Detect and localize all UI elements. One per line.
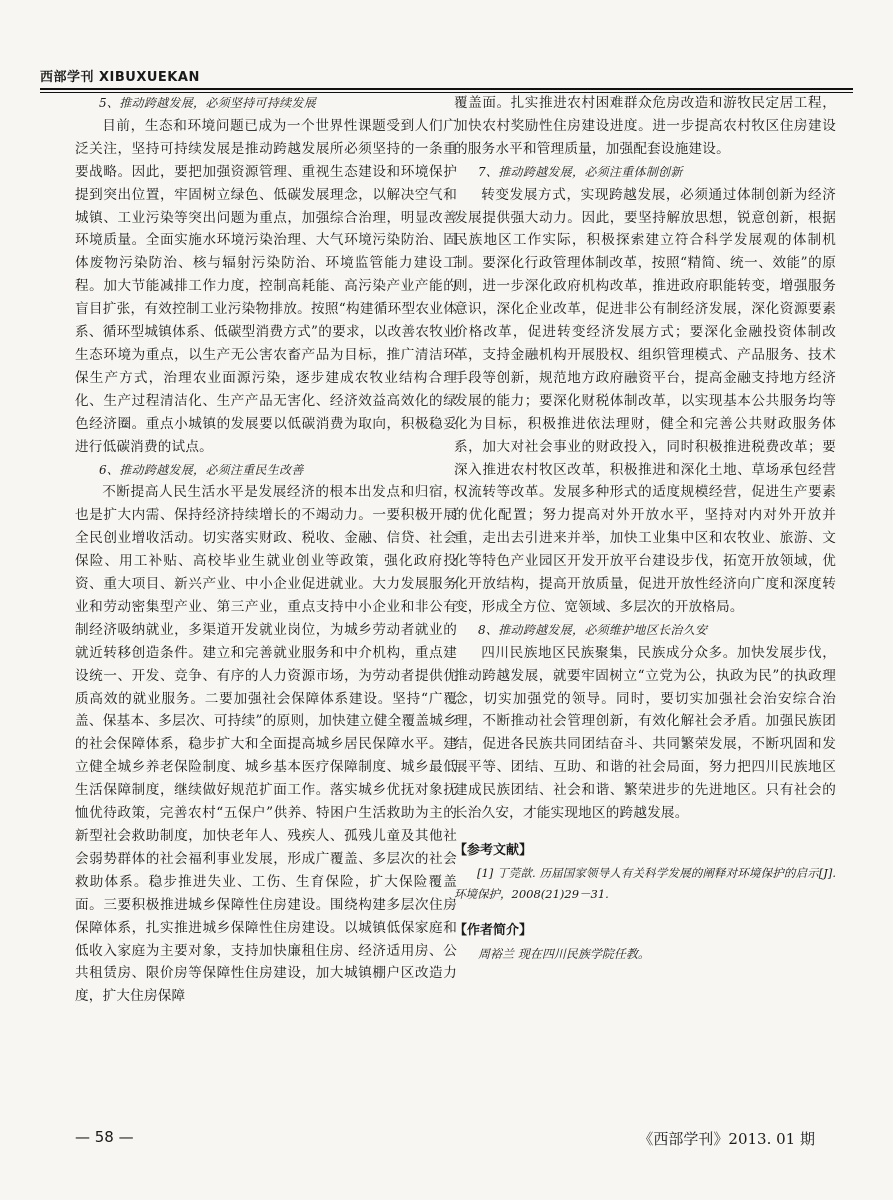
author-title: 【作者简介】	[454, 923, 533, 938]
journal-header-title: 西部学刊 XIBUXUEKAN	[40, 70, 200, 85]
paragraph: 四川民族地区民族聚集，民族成分众多。加快发展步伐，推动跨越发展，就要牢固树立“立党为公，执政为民”的执政理念，切实加强党的领导。同时，要切实加强社会治安综合治理，不断推动社会管理创新，有效化解社会矛盾。加强民族团结，促进各民族共同团结奋斗、共同繁荣发展，不断巩固和发展平等、团结、互助、和谐的社会局面，努力把四川民族地区建成民族团结、社会和谐、繁荣进步的先进地区。只有社会的长治久安，才能实现地区的跨越发展。	[454, 644, 836, 822]
left-column	[75, 92, 457, 1008]
section-heading-5: 5、推动跨越发展，必须坚持可持续发展	[99, 96, 317, 110]
section-heading-8: 8、推动跨越发展，必须维护地区长治久安	[478, 622, 708, 637]
right-column	[454, 92, 836, 965]
paragraph: 不断提高人民生活水平是发展经济的根本出发点和归宿，也是扩大内需、保持经济持续增长的不竭动力。一要积极开展全民创业增收活动。切实落实财政、税收、金融、信贷、社会保险、用工补贴、高校毕业生就业创业等政策，强化政府投资、重大项目、新兴产业、中小企业促进就业。大力发展服务业和劳动密集型产业、第三产业，重点支持中小企业和非公有制经济吸纳就业，多渠道开发就业岗位，为城乡劳动者就业的就近转移创造条件。建立和完善就业服务和中介机构，重点建设统一、开发、竞争、有序的人力资源市场，为劳动者提供优质高效的就业服务。二要加强社会保障体系建设。坚持“广覆盖、保基本、多层次、可持续”的原则，加快建立健全覆盖城乡的社会保障体系，稳步扩大和全面提高城乡居民保障水平。建立健全城乡养老保险制度、城乡基本医疗保障制度、城乡最低生活保障制度，继续做好规范扩面工作。落实城乡优抚对象抚恤优待政策，完善农村“五保户”供养、特困户生活救助为主的新型社会救助制度，加快老年人、残疾人、孤残儿童及其他社会弱势群体的社会福利事业发展，形成广覆盖、多层次的社会救助体系。稳步推进失业、工伤、生育保险，扩大保险覆盖面。三要积极推进城乡保障性住房建设。围绕构建多层次住房保障体系，扎实推进城乡保障性住房建设。以城镇低保家庭和低收入家庭为主要对象，支持加快廉租住房、经济适用房、公共租赁房、限价房等保障性住房建设，加大城镇棚户区改造力度，扩大住房保障	[75, 484, 457, 1005]
reference-item: [1] 丁莞歆. 历届国家领导人有关科学发展的阐释对环境保护的启示[J]. 环境保护，2008(21)29－31.	[454, 866, 836, 901]
paragraph: 转变发展方式，实现跨越发展，必须通过体制创新为经济发展提供强大动力。因此，要坚持解放思想，锐意创新，根据民族地区工作实际，积极探索建立符合科学发展观的体制机制。要深化行政管理体制改革，按照“精简、统一、效能”的原则，进一步深化政府机构改革，推进政府职能转变，增强服务意识，深化企业改革，促进非公有制经济发展，深化资源要素价格改革，促进转变经济发展方式；要深化金融投资体制改革，支持金融机构开展股权、组织管理模式、产品服务、技术手段等创新，规范地方政府融资平台，提高金融支持地方经济发展的能力；要深化财税体制改革，以实现基本公共服务均等化为目标，积极推进依法理财，健全和完善公共财政服务体系，加大对社会事业的财政投入，同时积极推进税费改革；要深入推进农村牧区改革，积极推进和深化土地、草场承包经营权流转等改革。发展多种形式的适度规模经营，促进生产要素的优化配置；努力提高对外开放水平，坚持对内对外开放并重，走出去引进来并举，加快工业集中区和农牧业、旅游、文化等特色产业园区开发开放平台建设步伐，拓宽开放领域，优化开放结构，提高开放质量，促进开放性经济向广度和深度转变，形成全方位、宽领域、多层次的开放格局。	[454, 186, 836, 615]
references-section	[454, 839, 836, 905]
author-section	[454, 919, 836, 965]
page-number: — 58 —	[75, 1128, 134, 1146]
author-bio: 周裕兰 现在四川民族学院任教。	[478, 947, 650, 961]
page-footer	[75, 1128, 815, 1158]
section-heading-6: 6、推动跨越发展，必须注重民生改善	[99, 462, 304, 477]
section-heading-7: 7、推动跨越发展，必须注重体制创新	[478, 164, 683, 179]
paragraph-continued: 覆盖面。扎实推进农村困难群众危房改造和游牧民定居工程，加快农村奖励性住房建设进度。进一步提高农村牧区住房建设的服务水平和管理质量，加强配套设施建设。	[454, 95, 836, 157]
running-header	[40, 66, 853, 85]
header-rule	[40, 88, 853, 90]
paragraph: 目前，生态和环境问题已成为一个世界性课题受到人们广泛关注，坚持可持续发展是推动跨越发展所必须坚持的一条重要战略。因此，要把加强资源管理、重视生态建设和环境保护提到突出位置，牢固树立绿色、低碳发展理念，以解决空气和城镇、工业污染等突出问题为重点，加强综合治理，明显改善环境质量。全面实施水环境污染治理、大气环境污染防治、固体废物污染防治、核与辐射污染防治、环境监管能力建设工程。加大节能减排工作力度，控制高耗能、高污染产业产能的盲目扩张，有效控制工业污染物排放。按照“构建循环型农业体系、循环型城镇体系、低碳型消费方式”的要求，以改善农牧业生态环境为重点，以生产无公害农畜产品为目标，推广清洁环保生产方式，治理农业面源污染，逐步建成农牧业结构合理化、生产过程清洁化、生产产品无害化、经济效益高效化的绿色经济圈。重点小城镇的发展要以低碳消费为取向，积极稳妥进行低碳消费的试点。	[75, 117, 457, 455]
references-title: 【参考文献】	[454, 843, 533, 858]
journal-issue: 《西部学刊》2013. 01 期	[638, 1130, 815, 1148]
